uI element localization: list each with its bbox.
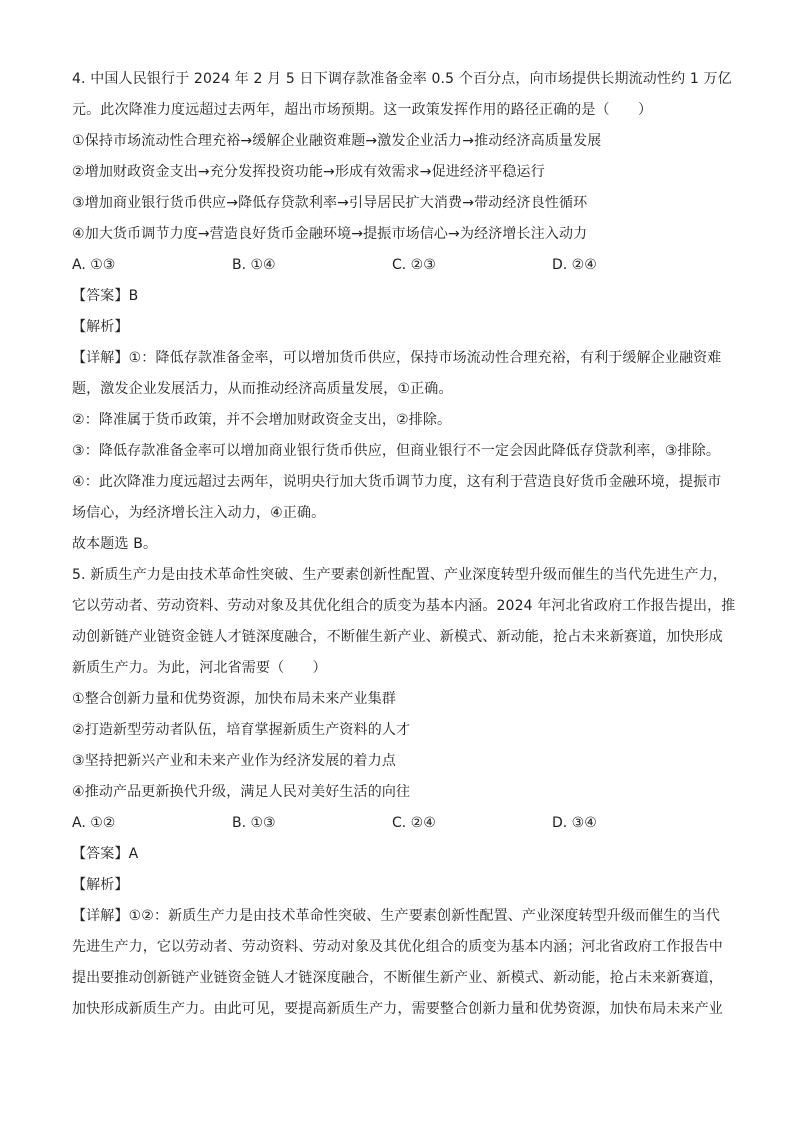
detail-line: ④：此次降准力度远超过去两年，说明央行加大货币调节力度，这有利于营造良好货币金融环境，提振市 xyxy=(72,474,722,490)
answer-options xyxy=(72,808,732,839)
statement-item: ②打造新型劳动者队伍，培育掌握新质生产资料的人才 xyxy=(72,722,411,738)
statement-item: ④加大货币调节力度→营造良好货币金融环境→提振市场信心→为经济增长注入动力 xyxy=(72,226,588,242)
option-a: A. ①③ xyxy=(72,257,116,273)
detail-line: 【详解】①：降低存款准备金率，可以增加货币供应，保持市场流动性合理充裕，有利于缓解企业融资难 xyxy=(72,350,722,366)
option-c: C. ②③ xyxy=(392,257,436,273)
conclusion-line: 故本题选 B。 xyxy=(72,536,158,552)
detail-line: ②：降准属于货币政策，并不会增加财政资金支出，②排除。 xyxy=(72,412,452,428)
question-stem-line: 它以劳动者、劳动资料、劳动对象及其优化组合的质变为基本内涵。2024 年河北省政府工作报告提出，推 xyxy=(72,598,736,614)
answer-line: 【答案】A xyxy=(72,846,139,862)
question-4 xyxy=(72,64,732,560)
option-b: B. ①③ xyxy=(232,815,276,831)
detail-line: 【详解】①②：新质生产力是由技术革命性突破、生产要素创新性配置、产业深度转型升级而催生的当代 xyxy=(72,908,720,924)
question-stem-line: 5. 新质生产力是由技术革命性突破、生产要素创新性配置、产业深度转型升级而催生的当代先进生产力， xyxy=(72,567,728,583)
detail-line: 先进生产力，它以劳动者、劳动资料、劳动对象及其优化组合的质变为基本内涵；河北省政府工作报告中 xyxy=(72,939,723,955)
question-stem-line: 4. 中国人民银行于 2024 年 2 月 5 日下调存款准备金率 0.5 个百分点，向市场提供长期流动性约 1 万亿 xyxy=(72,71,732,87)
option-d: D. ②④ xyxy=(552,257,597,273)
detail-line: 题，激发企业发展活力，从而推动经济高质量发展，①正确。 xyxy=(72,381,453,397)
question-5 xyxy=(72,560,736,1025)
statement-item: ①保持市场流动性合理充裕→缓解企业融资难题→激发企业活力→推动经济高质量发展 xyxy=(72,133,602,149)
question-stem-line: 新质生产力。为此，河北省需要（ ） xyxy=(72,660,327,676)
detail-line: 加快形成新质生产力。由此可见，要提高新质生产力，需要整合创新力量和优势资源，加快布局未来产业 xyxy=(72,1001,723,1017)
question-stem-line: 元。此次降准力度远超过去两年，超出市场预期。这一政策发挥作用的路径正确的是（ ） xyxy=(72,102,653,118)
option-a: A. ①② xyxy=(72,815,116,831)
option-d: D. ③④ xyxy=(552,815,597,831)
statement-item: ③坚持把新兴产业和未来产业作为经济发展的着力点 xyxy=(72,753,396,769)
detail-line: ③：降低存款准备金率可以增加商业银行货币供应，但商业银行不一定会因此降低存贷款利率，③排除。 xyxy=(72,443,720,459)
detail-line: 提出要推动创新链产业链资金链人才链深度融合，不断催生新产业、新模式、新动能，抢占未来新赛道， xyxy=(72,970,723,986)
analysis-label: 【解析】 xyxy=(72,877,129,893)
answer-options xyxy=(72,250,732,281)
statement-item: ②增加财政资金支出→充分发挥投资功能→形成有效需求→促进经济平稳运行 xyxy=(72,164,545,180)
option-b: B. ①④ xyxy=(232,257,276,273)
option-c: C. ②④ xyxy=(392,815,436,831)
statement-item: ④推动产品更新换代升级，满足人民对美好生活的向往 xyxy=(72,784,411,800)
question-stem-line: 动创新链产业链资金链人才链深度融合，不断催生新产业、新模式、新动能，抢占未来新赛道，加快形成 xyxy=(72,629,723,645)
statement-item: ③增加商业银行货币供应→降低存贷款利率→引导居民扩大消费→带动经济良性循环 xyxy=(72,195,588,211)
answer-line: 【答案】B xyxy=(72,288,139,304)
analysis-label: 【解析】 xyxy=(72,319,129,335)
detail-line: 场信心，为经济增长注入动力，④正确。 xyxy=(72,505,326,521)
statement-item: ①整合创新力量和优势资源，加快布局未来产业集群 xyxy=(72,691,396,707)
exam-page xyxy=(72,64,736,1025)
